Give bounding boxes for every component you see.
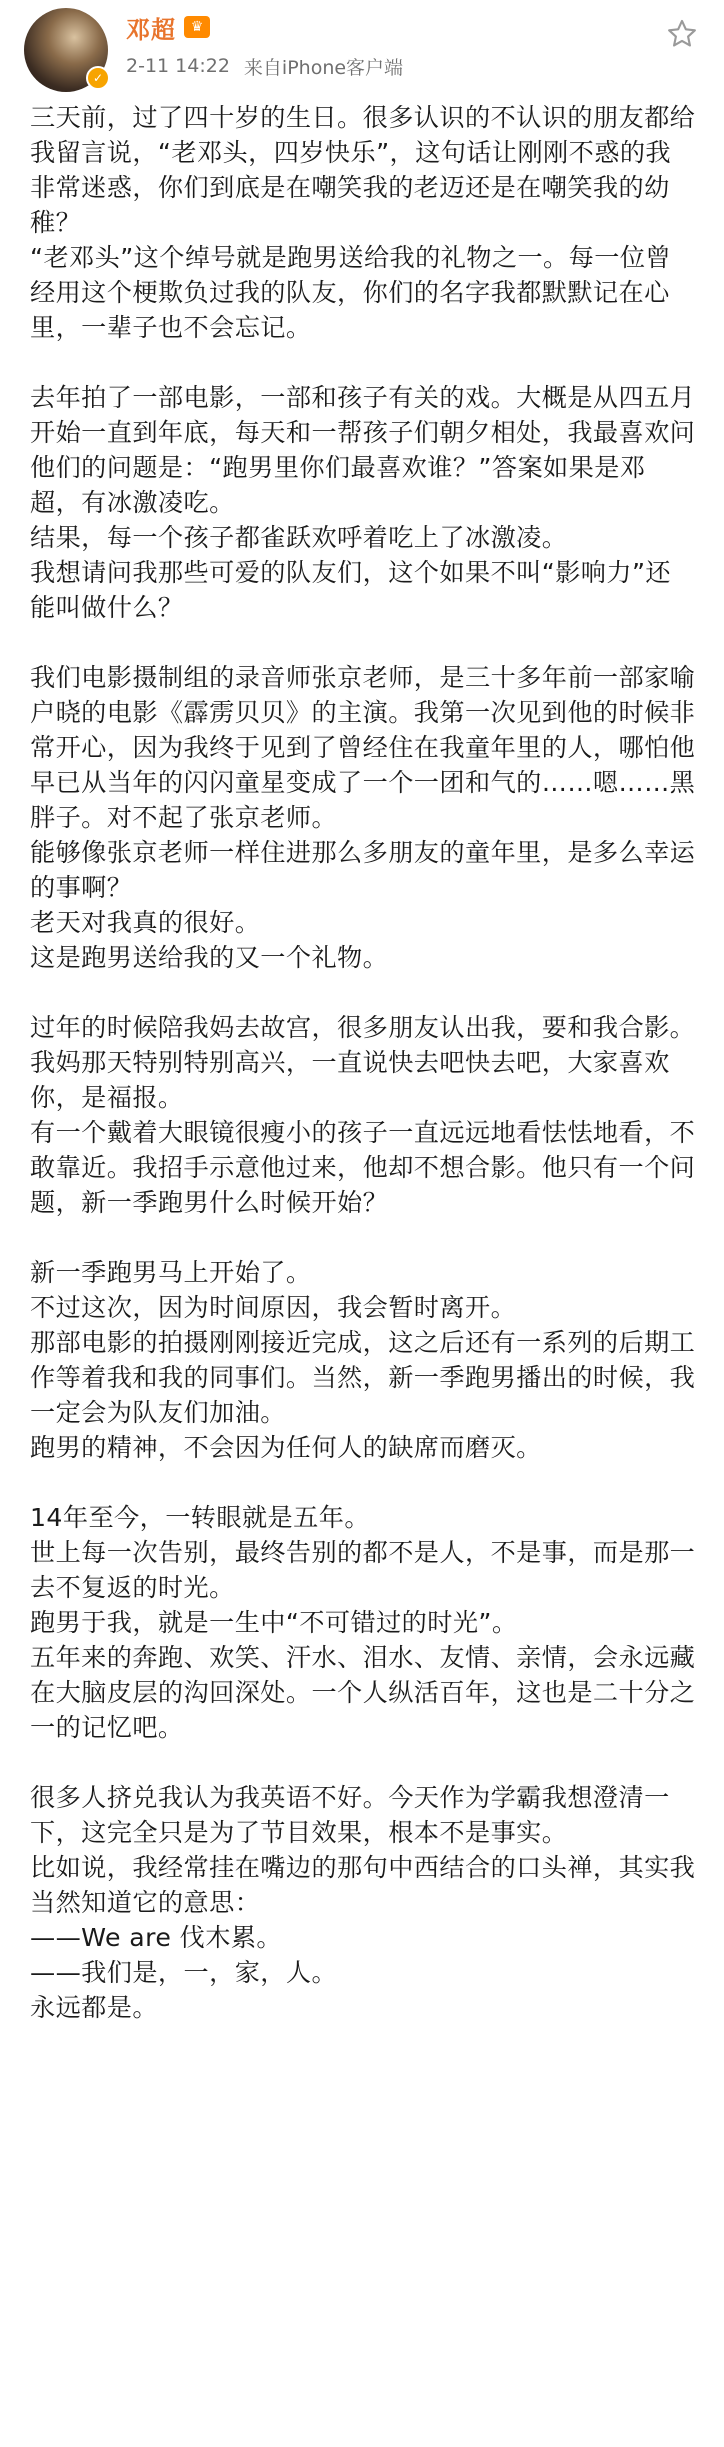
star-outline-icon[interactable]: [662, 14, 702, 54]
paragraph-spacer: [30, 1220, 696, 1255]
post-paragraph: 过年的时候陪我妈去故宫，很多朋友认出我，要和我合影。我妈那天特别特别高兴，一直说快去吧快去吧，大家喜欢你，是福报。: [30, 1013, 696, 1112]
post-paragraph: 永远都是。: [30, 1993, 158, 2022]
post-paragraph: 结果，每一个孩子都雀跃欢呼着吃上了冰激凌。: [30, 523, 568, 552]
post-paragraph: “老邓头”这个绰号就是跑男送给我的礼物之一。每一位曾经用这个梗欺负过我的队友，你们的名字我都默默记在心里，一辈子也不会忘记。: [30, 243, 671, 342]
paragraph-spacer: [30, 1745, 696, 1780]
post-source: 来自iPhone客户端: [243, 56, 404, 79]
post-paragraph: 去年拍了一部电影，一部和孩子有关的戏。大概是从四五月开始一直到年底，每天和一帮孩子们朝夕相处，我最喜欢问他们的问题是：“跑男里你们最喜欢谁？”答案如果是邓超，有冰激凌吃。: [30, 383, 696, 517]
post-meta: [126, 52, 403, 80]
post-paragraph: 能够像张京老师一样住进那么多朋友的童年里，是多么幸运的事啊？: [30, 838, 696, 902]
avatar-container[interactable]: [24, 8, 108, 92]
post-paragraph: 那部电影的拍摄刚刚接近完成，这之后还有一系列的后期工作等着我和我的同事们。当然，新一季跑男播出的时候，我一定会为队友们加油。: [30, 1328, 696, 1427]
post-paragraph: 我想请问我那些可爱的队友们，这个如果不叫“影响力”还能叫做什么？: [30, 558, 671, 622]
post-body: [30, 100, 696, 2025]
post-paragraph: 不过这次，因为时间原因，我会暂时离开。: [30, 1293, 517, 1322]
username[interactable]: 邓超: [126, 15, 176, 44]
vip-crown-icon[interactable]: ♛: [184, 16, 210, 38]
paragraph-spacer: [30, 345, 696, 380]
paragraph-spacer: [30, 625, 696, 660]
post-paragraph: 新一季跑男马上开始了。: [30, 1258, 312, 1287]
post-paragraph: 这是跑男送给我的又一个礼物。: [30, 943, 389, 972]
post-paragraph: 比如说，我经常挂在嘴边的那句中西结合的口头禅，其实我当然知道它的意思：: [30, 1853, 696, 1917]
post-paragraph: 14年至今，一转眼就是五年。: [30, 1503, 370, 1532]
verified-badge-icon: ✓: [86, 66, 110, 90]
post-paragraph: 我们电影摄制组的录音师张京老师，是三十多年前一部家喻户晓的电影《霹雳贝贝》的主演。我第一次见到他的时候非常开心，因为我终于见到了曾经住在我童年里的人，哪怕他早已从当年的闪闪童星变成了一个一团和气的……嗯……黑胖子。对不起了张京老师。: [30, 663, 696, 832]
post-paragraph: ——我们是，一，家，人。: [30, 1958, 338, 1987]
post-header: [0, 0, 724, 98]
name-row: [126, 10, 210, 44]
post-paragraph: 跑男的精神，不会因为任何人的缺席而磨灭。: [30, 1433, 542, 1462]
paragraph-spacer: [30, 1465, 696, 1500]
post-paragraph: 跑男于我，就是一生中“不可错过的时光”。: [30, 1608, 518, 1637]
post-paragraph: 有一个戴着大眼镜很瘦小的孩子一直远远地看怯怯地看，不敢靠近。我招手示意他过来，他却不想合影。他只有一个问题，新一季跑男什么时候开始？: [30, 1118, 696, 1217]
post-date: 2-11 14:22: [126, 55, 230, 77]
post-paragraph: 世上每一次告别，最终告别的都不是人，不是事，而是那一去不复返的时光。: [30, 1538, 696, 1602]
post-paragraph: ——We are 伐木累。: [30, 1923, 282, 1952]
post-paragraph: 老天对我真的很好。: [30, 908, 261, 937]
paragraph-spacer: [30, 975, 696, 1010]
post-paragraph: 三天前，过了四十岁的生日。很多认识的不认识的朋友都给我留言说，“老邓头，四岁快乐”，这句话让刚刚不惑的我非常迷惑，你们到底是在嘲笑我的老迈还是在嘲笑我的幼稚？: [30, 103, 696, 237]
post-paragraph: 五年来的奔跑、欢笑、汗水、泪水、友情、亲情，会永远藏在大脑皮层的沟回深处。一个人纵活百年，这也是二十分之一的记忆吧。: [30, 1643, 696, 1742]
post-paragraph: 很多人挤兑我认为我英语不好。今天作为学霸我想澄清一下，这完全只是为了节目效果，根本不是事实。: [30, 1783, 670, 1847]
